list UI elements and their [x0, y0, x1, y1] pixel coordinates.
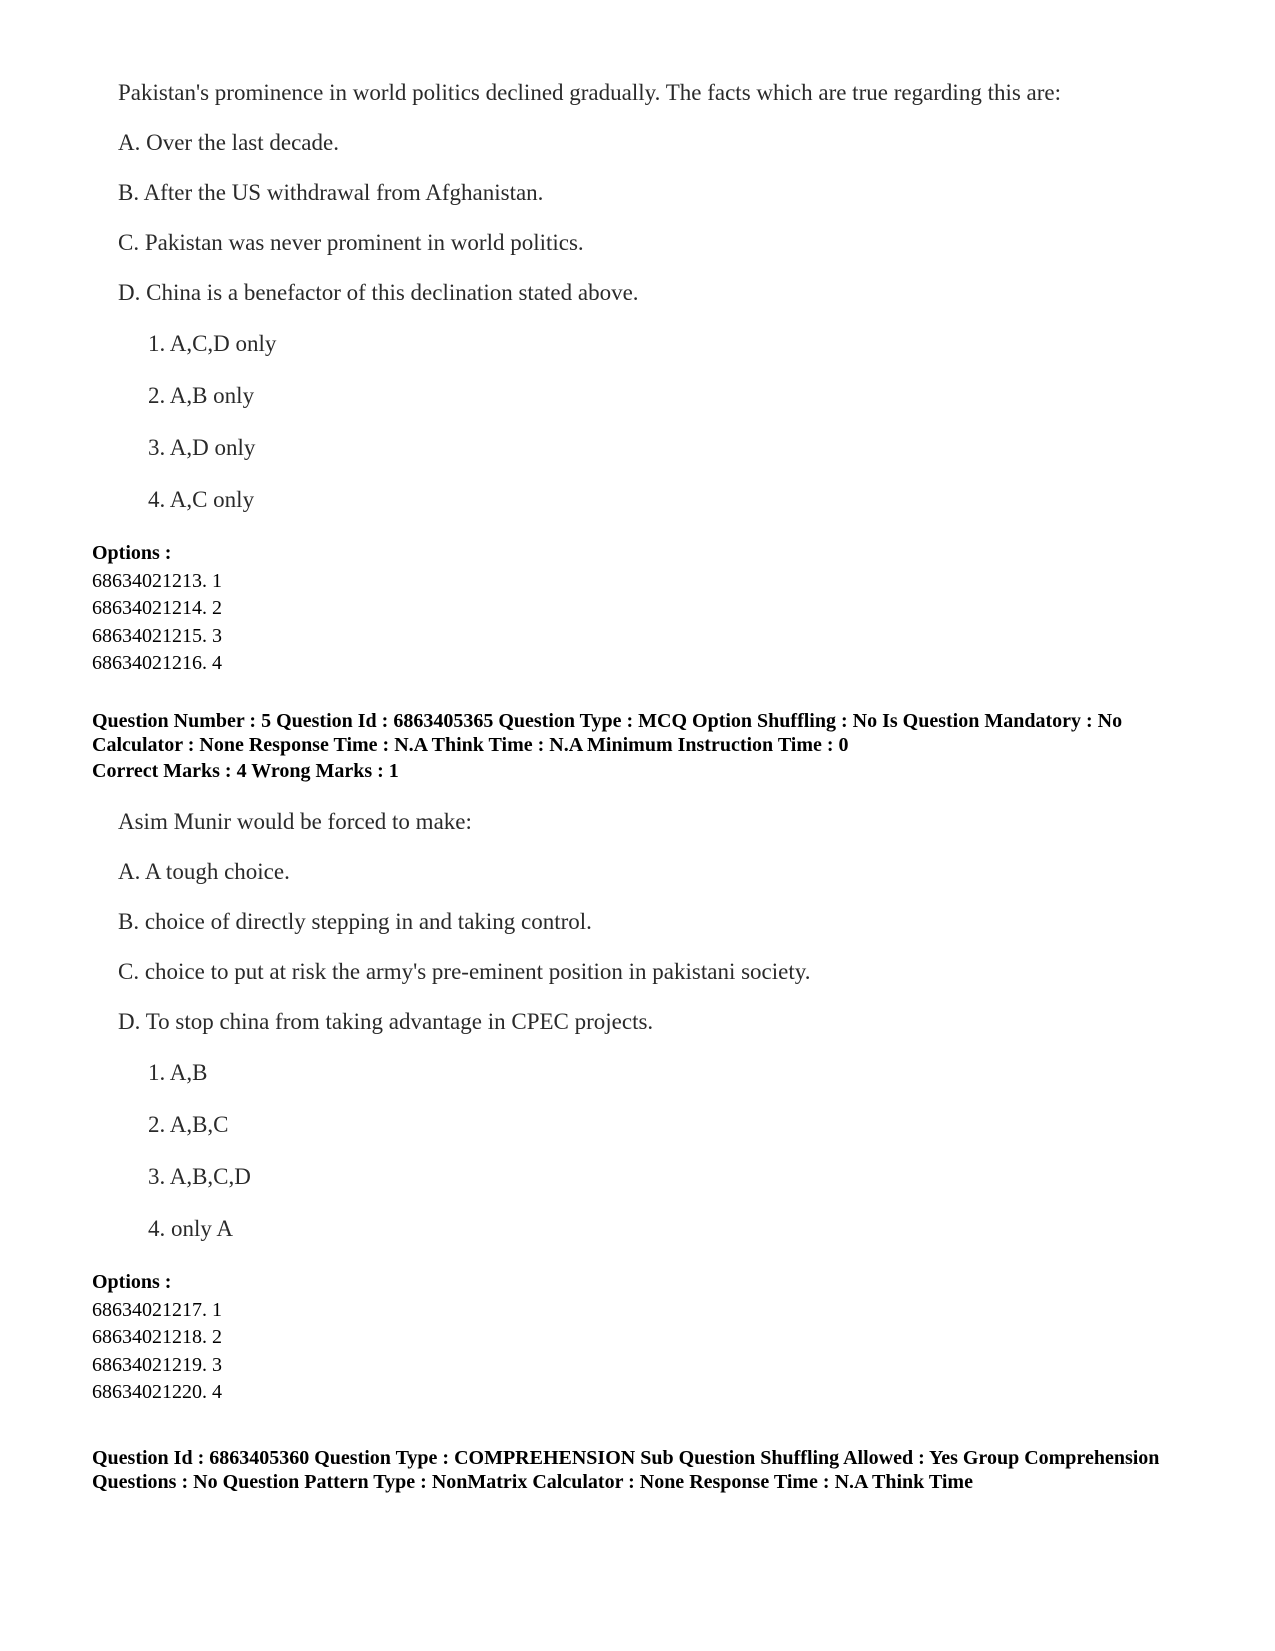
q5-stem: Asim Munir would be forced to make: [118, 809, 472, 834]
q4-choice-3: 3. A,D only [148, 435, 256, 460]
q5-statement-d: D. To stop china from taking advantage in CPEC projects. [118, 1009, 654, 1034]
q4-choice-4: 4. A,C only [148, 487, 255, 512]
q4-statement-b: B. After the US withdrawal from Afghanistan. [118, 180, 544, 205]
q4-option-4: 68634021216. 4 [92, 652, 222, 674]
q4-choice-2: 2. A,B only [148, 383, 255, 408]
q4-statement-d: D. China is a benefactor of this declination stated above. [118, 280, 639, 305]
q4-option-1: 68634021213. 1 [92, 570, 222, 592]
q5-statement-a: A. A tough choice. [118, 859, 290, 884]
q4-statement-c: C. Pakistan was never prominent in world politics. [118, 230, 584, 255]
q4-choice-1: 1. A,C,D only [148, 331, 277, 356]
q4-option-2: 68634021214. 2 [92, 597, 222, 619]
q5-option-1: 68634021217. 1 [92, 1299, 222, 1321]
q5-choice-3: 3. A,B,C,D [148, 1164, 251, 1189]
q4-option-3: 68634021215. 3 [92, 625, 222, 647]
q5-choice-1: 1. A,B [148, 1060, 208, 1085]
q5-option-2: 68634021218. 2 [92, 1326, 222, 1348]
q5-choice-4: 4. only A [148, 1216, 233, 1241]
q5-marks: Correct Marks : 4 Wrong Marks : 1 [92, 760, 399, 782]
comprehension-meta: Question Id : 6863405360 Question Type : COMPREHENSION Sub Question Shuffling Allowed : Yes Group Comprehension Questions : No Question Pattern Type : NonMatrix Calculator : None Response Time : N.A Think Time [92, 1447, 1160, 1493]
q5-statement-b: B. choice of directly stepping in and taking control. [118, 909, 592, 934]
q5-option-4: 68634021220. 4 [92, 1381, 222, 1403]
q5-option-3: 68634021219. 3 [92, 1354, 222, 1376]
q5-options-label: Options : [92, 1271, 172, 1293]
q5-choice-2: 2. A,B,C [148, 1112, 229, 1137]
q4-statement-a: A. Over the last decade. [118, 130, 339, 155]
q4-options-label: Options : [92, 542, 172, 564]
q5-meta: Question Number : 5 Question Id : 6863405365 Question Type : MCQ Option Shuffling : No Is Question Mandatory : No Calculator : None Response Time : N.A Think Time : N.A Minimum Instruction Time : 0 [92, 710, 1123, 756]
q4-stem: Pakistan's prominence in world politics declined gradually. The facts which are true regarding this are: [118, 80, 1062, 105]
q5-statement-c: C. choice to put at risk the army's pre-eminent position in pakistani society. [118, 959, 811, 984]
